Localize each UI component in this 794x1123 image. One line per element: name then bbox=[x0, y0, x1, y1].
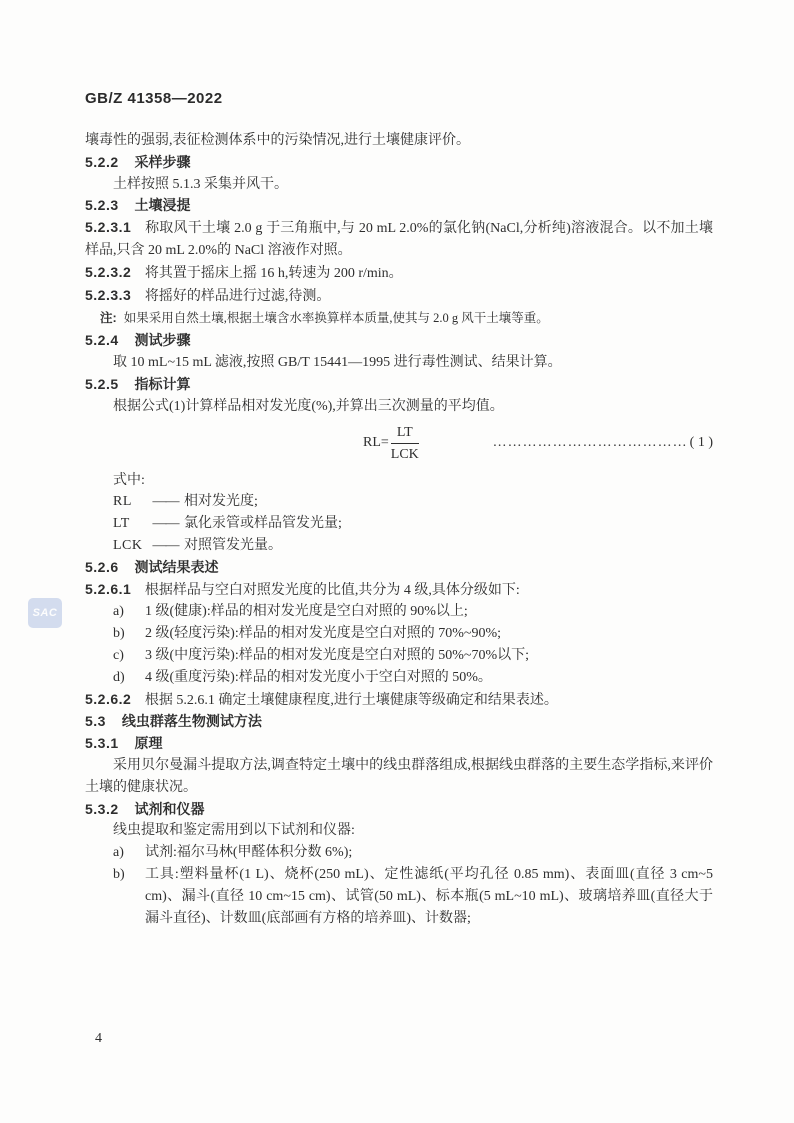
list-marker: a) bbox=[113, 604, 124, 620]
section-heading-5-3-2 bbox=[85, 799, 713, 821]
section-title: 土壤浸提 bbox=[134, 197, 191, 214]
clause-number: 5.2.3.1 bbox=[85, 219, 132, 236]
paragraph-5-2-5: 根据公式(1)计算样品相对发光度(%),并算出三次测量的平均值。 bbox=[113, 398, 504, 414]
clause-5-2-3-2 bbox=[85, 262, 713, 285]
list-item-d bbox=[85, 667, 713, 689]
clause-text: 将摇好的样品进行过滤,待测。 bbox=[144, 288, 331, 304]
section-number: 5.2.5 bbox=[85, 375, 119, 392]
definition-dash: —— bbox=[152, 537, 179, 553]
section-heading-5-2-4 bbox=[85, 330, 713, 352]
section-number: 5.3.2 bbox=[85, 800, 119, 817]
clause-5-2-6-1 bbox=[85, 579, 713, 602]
definition-dash: —— bbox=[152, 494, 179, 510]
standard-code: GB/Z 41358—2022 bbox=[85, 90, 223, 107]
list-item-c bbox=[85, 645, 713, 667]
formula-where-label: 式中: bbox=[113, 472, 145, 488]
definition-desc: 氯化汞管或样品管发光量; bbox=[184, 516, 342, 532]
intro-paragraph: 壤毒性的强弱,表征检测体系中的污染情况,进行土壤健康评价。 bbox=[85, 133, 470, 148]
list-marker: d) bbox=[113, 669, 125, 685]
definition-rl bbox=[85, 491, 713, 513]
list-text: 试剂:福尔马林(甲醛体积分数 6%); bbox=[145, 845, 353, 861]
section-heading-5-2-6 bbox=[85, 557, 713, 579]
formula-leader-dots: ………………………………… bbox=[492, 435, 688, 451]
paragraph-5-2-4: 取 10 mL~15 mL 滤液,按照 GB/T 15441—1995 进行毒性测试、结果计算。 bbox=[113, 355, 562, 371]
clause-5-2-6-2 bbox=[85, 689, 713, 712]
list-marker: b) bbox=[113, 626, 125, 642]
definition-term: RL bbox=[113, 494, 132, 510]
clause-text: 称取风干土壤 2.0 g 于三角瓶中,与 20 mL 2.0%的氯化钠(NaCl,分析纯)溶液混合。以不加土壤样品,只含 20 mL 2.0%的 NaCl 溶液作对照。 bbox=[85, 221, 714, 258]
list-text: 1 级(健康):样品的相对发光度是空白对照的 90%以上; bbox=[145, 604, 468, 620]
definition-lck bbox=[85, 535, 713, 557]
formula-expression bbox=[363, 423, 419, 464]
definition-term: LCK bbox=[113, 537, 143, 553]
section-number: 5.2.3 bbox=[85, 197, 119, 214]
paragraph-5-3-2: 线虫提取和鉴定需用到以下试剂和仪器: bbox=[113, 823, 355, 839]
equation-number: ( 1 ) bbox=[689, 435, 713, 451]
sac-logo-text: SAC bbox=[32, 607, 58, 619]
list-item-reagent bbox=[85, 842, 713, 864]
section-number: 5.3 bbox=[85, 713, 106, 730]
section-number: 5.3.1 bbox=[85, 735, 119, 752]
section-heading-5-2-3 bbox=[85, 195, 713, 217]
formula-1 bbox=[85, 423, 713, 464]
sac-logo bbox=[28, 598, 62, 628]
section-heading-5-2-2 bbox=[85, 152, 713, 174]
fraction-denominator: LCK bbox=[390, 446, 419, 462]
list-item-tools bbox=[85, 864, 713, 929]
clause-text: 根据 5.2.6.1 确定土壤健康程度,进行土壤健康等级确定和结果表述。 bbox=[144, 692, 558, 708]
section-title: 试剂和仪器 bbox=[134, 800, 205, 817]
note-label: 注: bbox=[100, 311, 117, 326]
section-title: 测试结果表述 bbox=[134, 558, 219, 575]
clause-number: 5.2.3.2 bbox=[85, 263, 132, 280]
section-title: 采样步骤 bbox=[134, 153, 191, 170]
list-item-a bbox=[85, 601, 713, 623]
section-heading-5-3-1 bbox=[85, 733, 713, 755]
list-text: 4 级(重度污染):样品的相对发光度小于空白对照的 50%。 bbox=[145, 669, 492, 685]
clause-5-2-3-3 bbox=[85, 285, 713, 308]
definition-desc: 对照管发光量。 bbox=[184, 537, 282, 553]
definition-lt bbox=[85, 513, 713, 535]
formula-fraction bbox=[391, 423, 419, 464]
section-number: 5.2.2 bbox=[85, 153, 119, 170]
document-body bbox=[85, 130, 713, 929]
clause-text: 根据样品与空白对照发光度的比值,共分为 4 级,具体分级如下: bbox=[144, 582, 520, 598]
section-title: 原理 bbox=[134, 735, 163, 752]
fraction-numerator: LT bbox=[391, 423, 419, 444]
section-number: 5.2.6 bbox=[85, 558, 119, 575]
list-marker: c) bbox=[113, 647, 124, 663]
section-title: 线虫群落生物测试方法 bbox=[121, 713, 262, 730]
list-text: 工具:塑料量杯(1 L)、烧杯(250 mL)、定性滤纸(平均孔径 0.85 mm)、表面皿(直径 3 cm~5 cm)、漏斗(直径 10 cm~15 cm)、试管(50 mL)、标本瓶(5 mL~10 mL)、玻璃培养皿(直径大于漏斗直径)、计数皿(底部画有方格的培养皿)、计数器; bbox=[145, 866, 713, 926]
paragraph-5-3-1: 采用贝尔曼漏斗提取方法,调查特定土壤中的线虫群落组成,根据线虫群落的主要生态学指标,来评价土壤的健康状况。 bbox=[85, 757, 713, 795]
clause-number: 5.2.6.2 bbox=[85, 690, 132, 707]
page-number: 4 bbox=[95, 1031, 102, 1046]
formula-lhs: RL= bbox=[363, 435, 389, 451]
section-title: 测试步骤 bbox=[134, 332, 191, 349]
section-heading-5-3 bbox=[85, 711, 713, 733]
definition-desc: 相对发光度; bbox=[184, 494, 258, 510]
section-title: 指标计算 bbox=[134, 375, 191, 392]
clause-5-2-3-1 bbox=[85, 217, 713, 262]
list-text: 3 级(中度污染):样品的相对发光度是空白对照的 50%~70%以下; bbox=[145, 647, 530, 663]
list-marker: a) bbox=[113, 845, 124, 861]
clause-text: 将其置于摇床上摇 16 h,转速为 200 r/min。 bbox=[144, 265, 403, 281]
section-number: 5.2.4 bbox=[85, 332, 119, 349]
clause-number: 5.2.3.3 bbox=[85, 286, 132, 303]
note bbox=[85, 308, 713, 328]
section-heading-5-2-5 bbox=[85, 374, 713, 396]
note-text: 如果采用自然土壤,根据土壤含水率换算样本质量,使其与 2.0 g 风干土壤等重。 bbox=[123, 311, 549, 326]
list-marker: b) bbox=[113, 866, 125, 882]
list-item-b bbox=[85, 623, 713, 645]
clause-number: 5.2.6.1 bbox=[85, 580, 132, 597]
definition-dash: —— bbox=[152, 516, 179, 532]
definition-term: LT bbox=[113, 516, 130, 532]
paragraph-5-2-2: 土样按照 5.1.3 采集并风干。 bbox=[113, 176, 288, 192]
list-text: 2 级(轻度污染):样品的相对发光度是空白对照的 70%~90%; bbox=[145, 626, 502, 642]
